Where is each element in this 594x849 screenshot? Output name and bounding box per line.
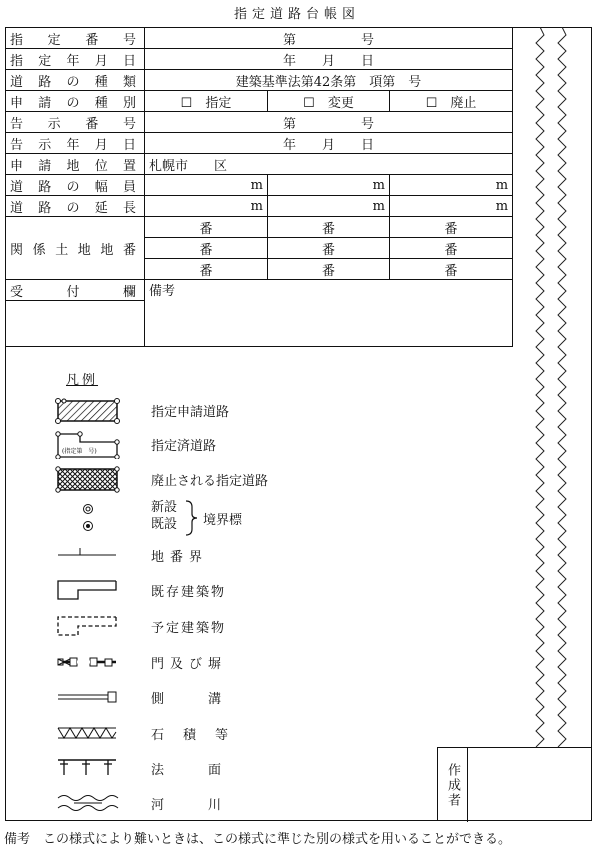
legend-title: 凡例 — [66, 373, 99, 388]
lot-number-cell[interactable]: 番 — [390, 259, 513, 280]
road-width-cell[interactable]: m — [268, 175, 390, 196]
lot-number-cell[interactable]: 番 — [145, 259, 268, 280]
legend-text: 既存建築物 — [151, 585, 227, 600]
row-related-land — [6, 217, 513, 238]
label-notice-number: 告 示 番 号 — [6, 112, 145, 133]
hatched-parcel-icon — [50, 395, 126, 425]
lot-number-cell[interactable]: 番 — [390, 238, 513, 259]
label-road-length: 道路の延長 — [6, 196, 145, 217]
reception-space[interactable] — [6, 301, 145, 347]
legend-item-designated-road — [0, 429, 430, 459]
boundary-marker-icon — [50, 499, 126, 543]
road-length-cell[interactable]: m — [390, 196, 513, 217]
checkbox-abolish[interactable]: ☐ 廃止 — [390, 91, 513, 112]
road-register-table — [5, 27, 513, 347]
planned-building-icon — [50, 611, 126, 641]
row-application-type — [6, 91, 513, 112]
value-designation-number[interactable]: 第 号 — [145, 28, 513, 49]
legend-item-planned-building — [0, 611, 430, 641]
row-designation-date — [6, 49, 513, 70]
row-road-type — [6, 70, 513, 91]
legend-item-stone-wall — [0, 718, 430, 748]
label-application-type: 申請の種別 — [6, 91, 145, 112]
value-notice-number[interactable]: 第 号 — [145, 112, 513, 133]
legend-text: 側溝 — [151, 692, 266, 707]
legend-text-new: 新設 — [151, 500, 178, 515]
brace-icon — [184, 499, 198, 537]
legend-text: 地番界 — [151, 550, 209, 565]
label-related-land: 関係土地地番 — [6, 217, 145, 280]
lot-number-cell[interactable]: 番 — [145, 217, 268, 238]
legend-item-abolished-road — [0, 464, 430, 494]
label-reception: 受 付 欄 — [6, 280, 145, 301]
author-label: 作成者 — [438, 748, 468, 822]
value-notice-date[interactable]: 年 月 日 — [145, 133, 513, 154]
row-road-length — [6, 196, 513, 217]
value-application-location[interactable]: 札幌市 区 — [145, 154, 513, 175]
road-width-cell[interactable]: m — [390, 175, 513, 196]
road-length-cell[interactable]: m — [268, 196, 390, 217]
cut-line-zigzag — [512, 27, 592, 747]
lot-number-cell[interactable]: 番 — [268, 259, 390, 280]
author-field[interactable] — [468, 748, 592, 821]
legend-text: 予定建築物 — [151, 621, 227, 636]
row-notice-number — [6, 112, 513, 133]
gate-fence-icon — [50, 647, 126, 677]
row-reception — [6, 280, 513, 301]
author-box — [437, 747, 592, 821]
existing-building-icon — [50, 575, 126, 605]
legend-text: 門及び塀 — [151, 657, 228, 672]
legend-item-gate-fence — [0, 647, 430, 677]
label-road-width: 道路の幅員 — [6, 175, 145, 196]
legend-item-river — [0, 788, 430, 818]
legend-text: 境界標 — [203, 513, 243, 528]
river-icon — [50, 788, 126, 818]
legend-item-boundary-marker — [0, 499, 430, 543]
crosshatched-parcel-icon — [50, 464, 126, 494]
legend-text-existing: 既設 — [151, 517, 178, 532]
legend-text: 廃止される指定道路 — [151, 474, 269, 489]
lot-number-cell[interactable]: 番 — [390, 217, 513, 238]
label-notice-date: 告示年月日 — [6, 133, 145, 154]
remarks-box[interactable] — [145, 280, 513, 347]
value-road-type[interactable]: 建築基準法第42条第 項第 号 — [145, 70, 513, 91]
legend-item-applied-road — [0, 395, 430, 425]
stone-wall-icon — [50, 718, 126, 748]
road-width-cell[interactable]: m — [145, 175, 268, 196]
slope-icon — [50, 753, 126, 783]
label-designation-date: 指定年月日 — [6, 49, 145, 70]
value-designation-date[interactable]: 年 月 日 — [145, 49, 513, 70]
document-title: 指定道路台帳図 — [233, 7, 360, 22]
legend-item-lot-boundary — [0, 540, 430, 570]
checkbox-change[interactable]: ☐ 変更 — [268, 91, 390, 112]
legend-text: 河川 — [151, 798, 266, 813]
boundary-marker-kinds — [151, 499, 177, 533]
row-application-location — [6, 154, 513, 175]
label-designation-number: 指 定 番 号 — [6, 28, 145, 49]
label-application-location: 申請地位置 — [6, 154, 145, 175]
row-road-width — [6, 175, 513, 196]
road-length-cell[interactable]: m — [145, 196, 268, 217]
checkbox-designate[interactable]: ☐ 指定 — [145, 91, 268, 112]
lot-number-cell[interactable]: 番 — [268, 238, 390, 259]
designated-road-icon — [50, 429, 126, 459]
legend-text: 指定申請道路 — [151, 405, 230, 420]
lot-boundary-icon — [50, 540, 126, 570]
remarks-label: 備考 — [149, 284, 176, 299]
legend-text: 指定済道路 — [151, 439, 217, 454]
legend-item-existing-building — [0, 575, 430, 605]
legend-item-side-ditch — [0, 682, 430, 712]
footer-note: 備考 この様式により難いときは、この様式に準じた別の様式を用いることができる。 — [4, 832, 512, 847]
label-road-type: 道路の種類 — [6, 70, 145, 91]
legend-item-slope — [0, 753, 430, 783]
legend-text: 石積等 — [151, 728, 248, 743]
legend-text: 法面 — [151, 763, 266, 778]
row-notice-date — [6, 133, 513, 154]
designated-road-inner-label: (指定第 号) — [62, 448, 97, 455]
side-ditch-icon — [50, 682, 126, 712]
lot-number-cell[interactable]: 番 — [268, 217, 390, 238]
row-designation-number — [6, 28, 513, 49]
lot-number-cell[interactable]: 番 — [145, 238, 268, 259]
